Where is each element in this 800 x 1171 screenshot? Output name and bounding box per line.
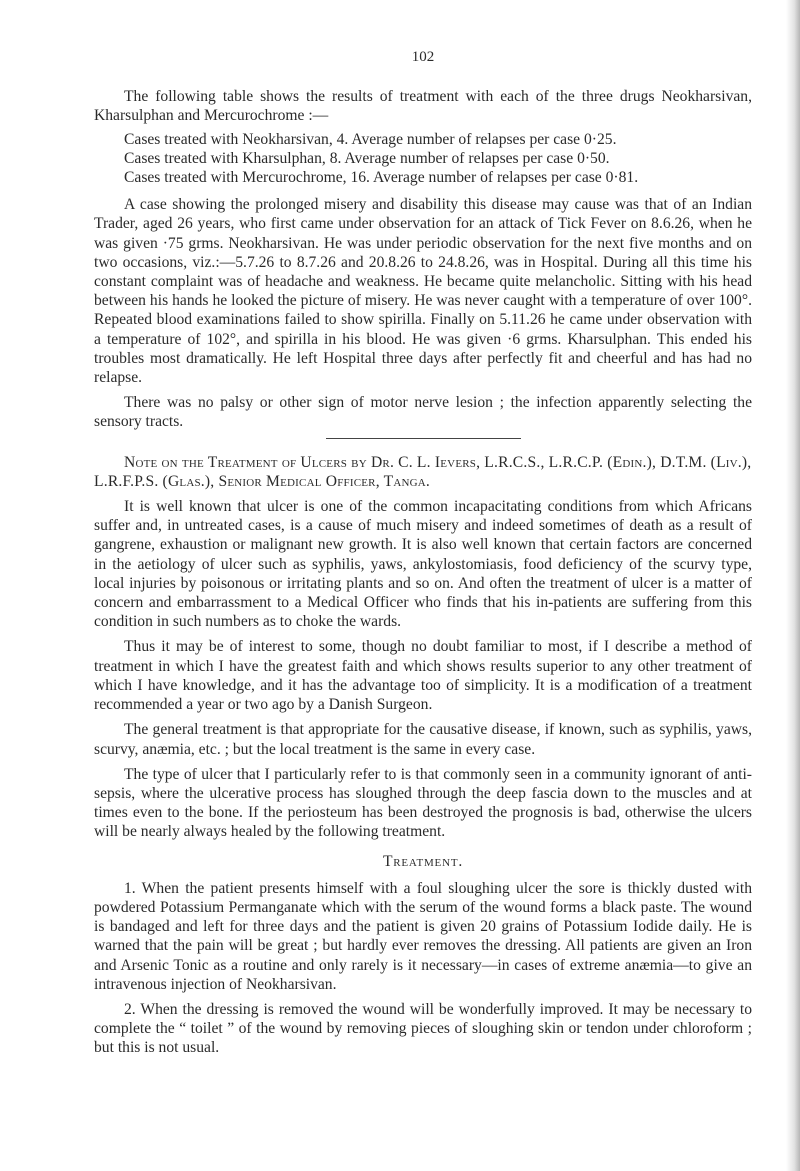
treatment-paragraph: 2. When the dressing is removed the wound will be wonderfully improved. It may be necessary to complete the “ toilet ” of the wound by removing pieces of sloughing skin or tendon under chloroform ; but this is not usual.: [94, 1000, 752, 1057]
intro-paragraph: The following table shows the results of treatment with each of the three drugs Neokharsivan, Kharsulphan and Mercurochrome :—: [94, 88, 752, 125]
results-table: [94, 130, 752, 188]
case-report-paragraph: A case showing the prolonged misery and disability this disease may cause was that of an Indian Trader, aged 26 years, who first came under observation for an attack of Tick Fever on 8.6.26, when he was given ·75 grms. Neokharsivan. He was under periodic observation for the next five months and on two occasions, viz.:—5.7.26 to 8.7.26 and 20.8.26 to 24.8.26, was in Hospital. During all this time his constant complaint was of headache and weakness. He became quite melancholic. Sitting with his head between his hands he looked the picture of misery. He was never caught with a temperature of over 100°. Repeated blood examinations failed to show spirilla. Finally on 5.11.26 he came under observation with a temperature of 102°, and spirilla in his blood. He was given ·6 grms. Kharsulphan. This ended his troubles most dramatically. He left Hospital three days after perfectly fit and cheerful and has had no relapse.: [94, 196, 752, 387]
treatment-heading: Treatment.: [382, 852, 464, 870]
treatment-paragraph: 1. When the patient presents himself with a foul sloughing ulcer the sore is thickly dusted with powdered Potassium Permanganate which with the serum of the wound forms a black paste. The wound is bandaged and left for three days and the patient is given 20 grains of Potassium Iodide daily. He is warned that the pain will be great ; but hardly ever removes the dressing. All patients are given an Iron and Arsenic Tonic as a routine and only rarely is it necessary—in cases of extreme anæmia—to give an intravenous injection of Neokharsivan.: [94, 879, 752, 993]
note-paragraph: The general treatment is that appropriate for the causative disease, if known, such as syphilis, yaws, scurvy, anæmia, etc. ; but the local treatment is the same in every case.: [94, 721, 752, 758]
case-line-neokharsivan: Cases treated with Neokharsivan, 4. Average number of relapses per case 0·25.: [124, 130, 617, 148]
page-edge-shadow: [786, 0, 800, 1171]
section-divider: [326, 438, 521, 439]
note-paragraph: Thus it may be of interest to some, though no doubt familiar to most, if I describe a method of treatment in which I have the greatest faith and which shows results superior to any other treatment of which I have knowledge, and it has the advantage too of simplicity. It is a modification of a treatment recommended a year or two ago by a Danish Surgeon.: [94, 638, 752, 714]
case-report-paragraph: There was no palsy or other sign of motor nerve lesion ; the infection apparently selecting the sensory tracts.: [94, 394, 752, 431]
case-line-mercurochrome: Cases treated with Mercurochrome, 16. Average number of relapses per case 0·81.: [124, 169, 639, 187]
note-paragraph: It is well known that ulcer is one of the common incapacitating conditions from which Africans suffer and, in untreated cases, is a cause of much misery and indeed sometimes of death as a result of gangrene, exhaustion or malignant new growth. It is also well known that certain factors are concerned in the aetiology of ulcer such as syphilis, yaws, ankylostomiasis, food deficiency of the scurvy type, local injuries by poisonous or irritating plants and so on. And often the treatment of ulcer is a matter of concern and embarrassment to a Medical Officer who finds that his in-patients are suffering from this condition in such numbers as to choke the wards.: [94, 498, 752, 631]
document-page: [94, 48, 752, 1064]
note-paragraph: The type of ulcer that I particularly refer to is that commonly seen in a community ignorant of anti-sepsis, where the ulcerative process has sloughed through the deep fascia down to the muscles and at times even to the bone. If the periosteum has been destroyed the prognosis is bad, otherwise the ulcers will be nearly always healed by the following treatment.: [94, 765, 752, 841]
case-line-kharsulphan: Cases treated with Kharsulphan, 8. Average number of relapses per case 0·50.: [124, 149, 610, 167]
note-heading: Note on the Treatment of Ulcers by Dr. C. L. Ievers, L.R.C.S., L.R.C.P. (Edin.), D.T.M. (Liv.), L.R.F.P.S. (Glas.), Senior Medical Officer, Tanga.: [94, 453, 752, 490]
page-number: 102: [411, 49, 435, 65]
